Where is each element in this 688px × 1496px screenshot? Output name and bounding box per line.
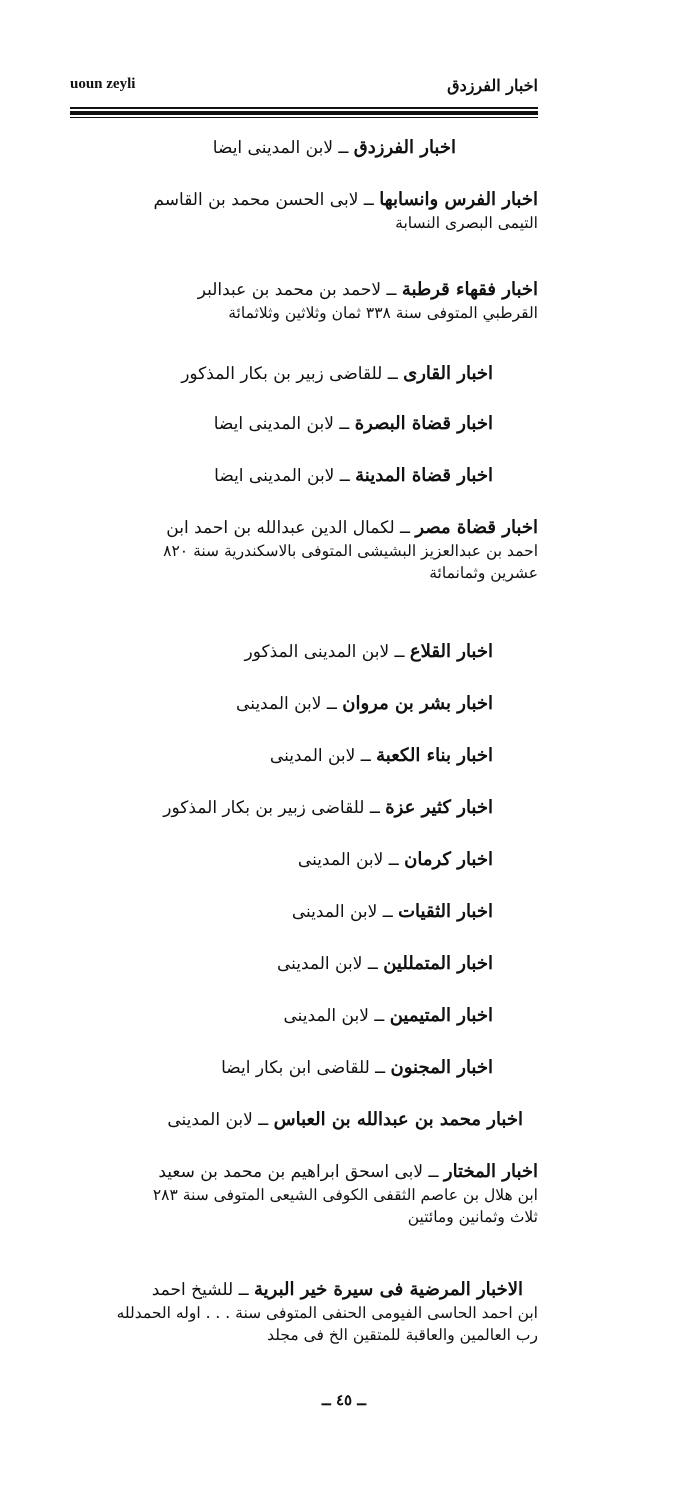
- entry: [95, 508, 538, 632]
- entry-continuation: احمد بن عبدالعزيز البشيشى المتوفى بالاسكندرية سنة ٨٢٠: [163, 542, 538, 560]
- entry-line: [95, 456, 538, 488]
- entry-title: اخبار محمد بن عبدالله بن العباس: [273, 1109, 523, 1130]
- entry-line: [95, 944, 538, 976]
- entry-line: [95, 736, 538, 768]
- entry-title: اخبار كثير عزة: [385, 797, 493, 818]
- entry: [95, 354, 538, 404]
- entry-list: [95, 128, 538, 1370]
- entry-attribution: ــ لابن المدينى: [283, 1006, 385, 1026]
- entry-title: اخبار كرمان: [404, 849, 493, 870]
- entry: [95, 1048, 538, 1100]
- entry-attribution: ــ للقاضى ابن بكار ايضا: [221, 1058, 386, 1078]
- entry-line: [95, 1270, 538, 1302]
- entry-attribution: ــ لاحمد بن محمد بن عبدالبر: [197, 280, 397, 300]
- entry: [95, 736, 538, 788]
- entry: [95, 840, 538, 892]
- entry-attribution: ــ لابن المدينى: [167, 1110, 269, 1130]
- entry-continuation: رب العالمين والعاقبة للمتقين الخ فى مجلد: [267, 1326, 538, 1344]
- entry-attribution: ــ لابى الحسن محمد بن القاسم: [153, 190, 374, 210]
- entry-line: [95, 1100, 538, 1132]
- entry-title: اخبار القلاع: [409, 641, 493, 662]
- entry: [95, 684, 538, 736]
- entry: [95, 1152, 538, 1270]
- entry-title: اخبار القارى: [403, 363, 493, 384]
- entry-attribution: ــ لابن المدينى: [276, 954, 378, 974]
- entry: [95, 996, 538, 1048]
- entry-line: [95, 840, 538, 872]
- entry-title: اخبار بشر بن مروان: [342, 693, 493, 714]
- entry-attribution: ــ لابن المدينى: [269, 746, 371, 766]
- header-rule-thin: [70, 107, 538, 109]
- header-rule-hairline: [70, 117, 538, 118]
- header-running-title-latin: uoun zeyli: [70, 76, 136, 92]
- header-running-title-arabic: اخبار الفرزدق: [447, 76, 538, 95]
- entry-line: [95, 632, 538, 664]
- page-header: [70, 76, 538, 102]
- entry: [95, 404, 538, 456]
- entry-line: [95, 996, 538, 1028]
- entry-continuation: القرطبي المتوفى سنة ٣٣٨ ثمان وثلاثين وثلاثمائة: [228, 304, 538, 322]
- entry-line: [95, 128, 538, 160]
- entry-continuation: ابن هلال بن عاصم الثقفى الكوفى الشيعى المتوفى سنة ٢٨٣: [152, 1186, 538, 1204]
- entry-title: اخبار قضاة مصر: [415, 517, 538, 538]
- entry-title: اخبار المختار: [443, 1161, 538, 1182]
- entry-line: [95, 508, 538, 540]
- entry: [95, 788, 538, 840]
- entry-line: [95, 684, 538, 716]
- entry-title: اخبار فقهاء قرطبة: [401, 279, 538, 300]
- entry-attribution: ــ لابن المدينى ايضا: [214, 466, 350, 486]
- entry: [95, 632, 538, 684]
- entry-title: اخبار المتيمين: [389, 1005, 493, 1026]
- entry: [95, 944, 538, 996]
- entry-attribution: ــ لابن المدينى ايضا: [212, 138, 349, 158]
- entry-title: اخبار المتمللين: [383, 953, 493, 974]
- header-rule-thick: [70, 111, 538, 115]
- entry-continuation: عشرين وثمانمائة: [429, 564, 538, 582]
- entry-title: اخبار الفرس وانسابها: [379, 189, 538, 210]
- entry-line: [95, 1152, 538, 1184]
- entry: [95, 1100, 538, 1152]
- entry-attribution: ــ لكمال الدين عبدالله بن احمد ابن: [166, 518, 410, 538]
- entry: [95, 1270, 538, 1370]
- entry-line: [95, 1048, 538, 1080]
- entry-attribution: ــ للقاضى زبير بن بكار المذكور: [181, 364, 398, 384]
- entry-title: اخبار قضاة البصرة: [354, 413, 493, 434]
- entry-attribution: ــ لابن المدينى المذكور: [244, 642, 405, 662]
- entry: [95, 456, 538, 508]
- page-number: ــ ٤٥ ــ: [321, 1391, 367, 1409]
- entry: [95, 180, 538, 270]
- entry-attribution: ــ لابن المدينى: [291, 902, 393, 922]
- entry-attribution: ــ للشيخ احمد: [151, 1280, 249, 1300]
- entry: [95, 892, 538, 944]
- entry-title: اخبار قضاة المدينة: [355, 465, 493, 486]
- entry-title: اخبار بناء الكعبة: [376, 745, 493, 766]
- entry-continuation: ابن احمد الحاسى الفيومى الحنفى المتوفى سنة . . . اوله الحمدلله: [116, 1304, 538, 1322]
- entry-continuation: التيمى البصرى النسابة: [395, 214, 538, 232]
- entry-attribution: ــ لابن المدينى ايضا: [213, 414, 350, 434]
- entry-attribution: ــ للقاضى زبير بن بكار المذكور: [163, 798, 380, 818]
- entry-title: الاخبار المرضية فى سيرة خير البرية: [253, 1279, 523, 1300]
- entry-line: [95, 892, 538, 924]
- entry-attribution: ــ لابن المدينى: [297, 850, 399, 870]
- entry-continuation: ثلاث وثمانين ومائتين: [407, 1208, 538, 1226]
- entry-line: [95, 404, 538, 436]
- entry-title: اخبار الفرزدق: [353, 137, 456, 158]
- entry-attribution: ــ لابن المدينى: [236, 694, 337, 714]
- entry-line: [95, 270, 538, 302]
- entry: [95, 128, 538, 180]
- entry-title: اخبار الثقيات: [398, 901, 493, 922]
- entry-title: اخبار المجنون: [390, 1057, 493, 1078]
- entry-line: [95, 180, 538, 212]
- entry-attribution: ــ لابى اسحق ابراهيم بن محمد بن سعيد: [158, 1162, 439, 1182]
- entry-line: [95, 788, 538, 820]
- entry: [95, 270, 538, 354]
- entry-line: [95, 354, 538, 386]
